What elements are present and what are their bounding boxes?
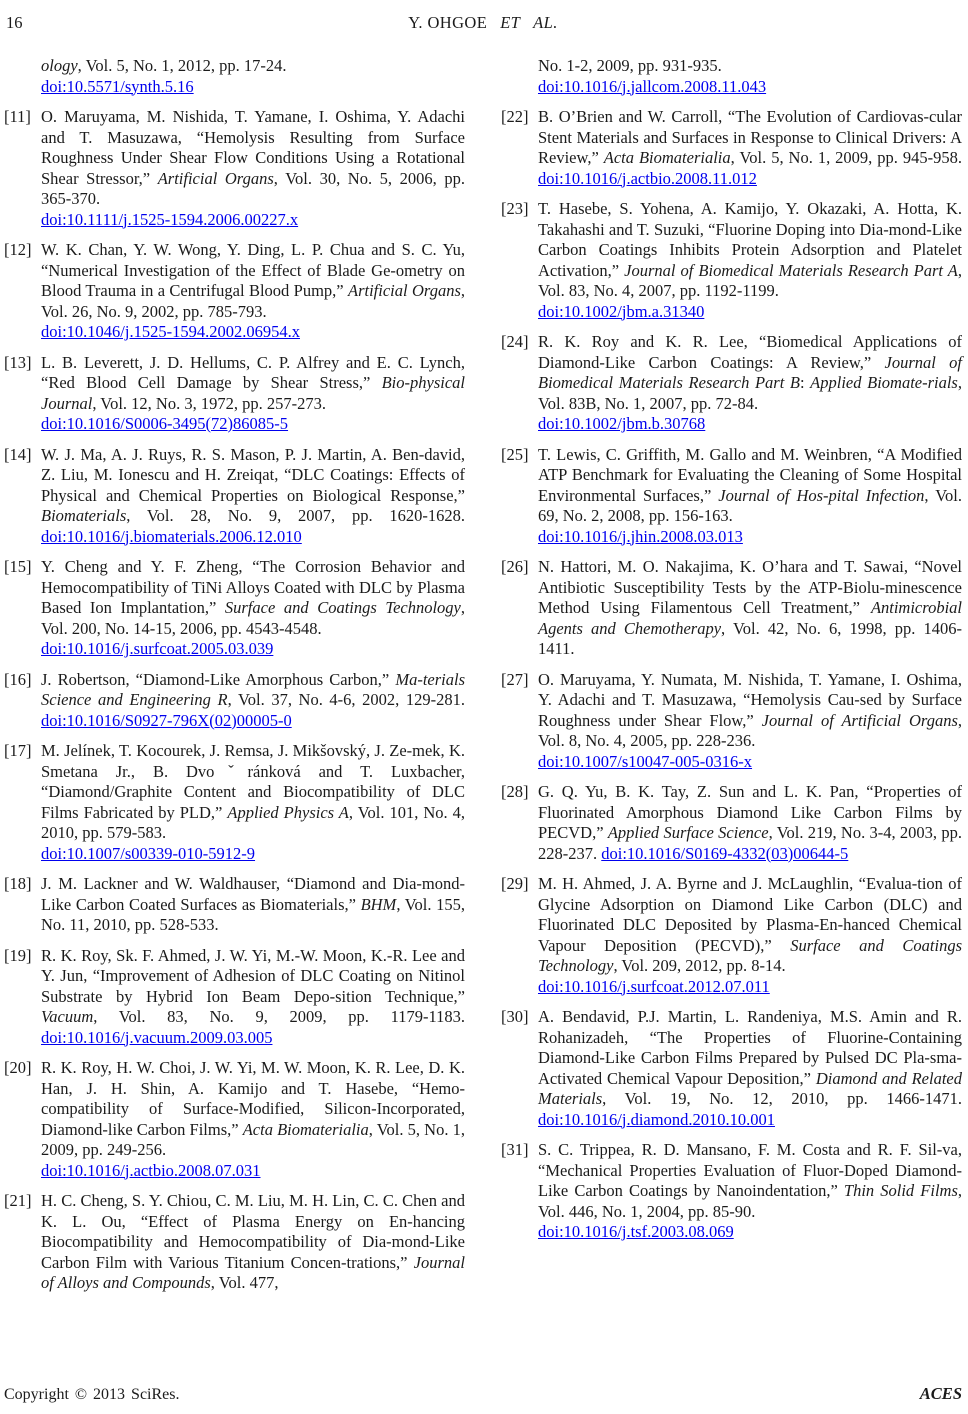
running-head	[4, 12, 962, 33]
reference-text: :	[799, 373, 811, 392]
reference-text: , Vol. 19, No. 12, 2010, pp. 1466-1471.	[602, 1089, 962, 1108]
page-number: 16	[6, 13, 23, 32]
reference-text: , Vol. 12, No. 3, 1972, pp. 257-273.	[92, 393, 326, 413]
doi-link[interactable]: doi:10.1046/j.1525-1594.2002.06954.x	[41, 322, 300, 341]
reference-number: [11]	[4, 107, 31, 126]
doi-link[interactable]: doi:10.1016/j.tsf.2003.08.069	[538, 1222, 734, 1241]
journal-name: Vacuum	[41, 1007, 94, 1026]
reference-continuation	[501, 56, 962, 97]
reference-item	[501, 1007, 962, 1130]
reference-item	[501, 557, 962, 660]
reference-number: [26]	[501, 557, 529, 576]
running-etal: ET AL.	[500, 13, 558, 32]
reference-item	[4, 946, 465, 1049]
reference-item	[4, 874, 465, 936]
doi-link[interactable]: doi:10.1111/j.1525-1594.2006.00227.x	[41, 209, 299, 229]
doi-link[interactable]: doi:10.1016/S0927-796X(02)00005-0	[41, 710, 292, 730]
reference-text: , Vol. 101, No. 4, 2010, pp. 579-583.	[41, 802, 465, 842]
doi-link[interactable]: doi:10.1016/j.surfcoat.2005.03.039	[41, 639, 274, 658]
reference-item	[4, 445, 465, 548]
journal-name: Journal of Biomedical Materials Research Part B	[538, 352, 962, 392]
reference-number: [22]	[501, 107, 529, 126]
reference-number: [19]	[4, 945, 32, 965]
reference-number: [29]	[501, 874, 529, 893]
reference-number: [15]	[4, 557, 32, 576]
references-column-right	[501, 56, 962, 1294]
reference-text: , Vol. 42, No. 6, 1998, pp. 1406-1411.	[538, 618, 962, 658]
doi-link[interactable]: doi:10.1016/j.diamond.2010.10.001	[538, 1109, 775, 1129]
reference-text: G. Q. Yu, B. K. Tay, Z. Sun and L. K. Pan, “Properties of Fluorinated Amorphous Diamond Like Carbon Films by PECVD,”	[538, 782, 962, 842]
reference-text: O. Maruyama, Y. Numata, M. Nishida, T. Yamane, I. Oshima, Y. Adachi and T. Masuzawa, “Hemolysis Cau-sed by Surface Roughness under Shear Flow,”	[538, 669, 962, 730]
journal-name: Artificial Organs	[348, 281, 461, 300]
reference-number: [30]	[501, 1007, 529, 1026]
reference-number: [17]	[4, 741, 32, 760]
journal-name: Journal of Alloys and Compounds	[41, 1252, 465, 1292]
reference-text: , Vol. 30, No. 5, 2006, pp. 365-370.	[41, 168, 465, 208]
reference-text: , Vol. 83B, No. 1, 2007, pp. 72-84.	[538, 373, 962, 413]
reference-text: W. K. Chan, Y. W. Wong, Y. Ding, L. P. Chua and S. C. Yu, “Numerical Investigation of the Effect of Blade Ge-ometry on Blood Trauma in a Centrifugal Blood Pump,”	[41, 240, 465, 300]
reference-text: M. Jelínek, T. Kocourek, J. Remsa, J. Mikšovský, J. Ze-mek, K. Smetana Jr., B. Dvoˇránková and T. Luxbacher, “Diamond/Graphite Content and Biocompatibility of DLC Films Fabricated by PLD,”	[41, 741, 465, 822]
page-header	[4, 12, 962, 33]
reference-text: , Vol. 37, No. 4-6, 2002, 129-281.	[227, 690, 465, 709]
reference-item	[4, 1191, 465, 1294]
journal-name: Applied Biomate-rials	[810, 373, 958, 392]
reference-item	[501, 1140, 962, 1243]
doi-link[interactable]: doi:10.1002/jbm.b.30768	[538, 414, 706, 433]
doi-link[interactable]: doi:10.1016/S0169-4332(03)00644-5	[601, 843, 849, 863]
reference-number: [27]	[501, 669, 529, 689]
journal-name: Journal of Biomedical Materials Research Part A	[624, 260, 958, 280]
reference-item	[501, 874, 962, 997]
reference-text: , Vol. 26, No. 9, 2002, pp. 785-793.	[41, 281, 465, 321]
reference-number: [25]	[501, 444, 529, 464]
reference-text: , Vol. 219, No. 3-4, 2003, pp. 228-237.	[538, 823, 962, 863]
reference-text: , Vol. 477,	[210, 1273, 279, 1292]
copyright-notice: Copyright © 2013 SciRes.	[4, 1386, 180, 1403]
reference-item	[4, 353, 465, 435]
reference-text: O. Maruyama, M. Nishida, T. Yamane, I. Oshima, Y. Adachi and T. Masuzawa, “Hemolysis Resulting from Surface Roughness Under Shear Flow Conditions Using a Rotational Shear Stressor,”	[41, 107, 465, 188]
reference-text: No. 1-2, 2009, pp. 931-935.	[538, 56, 722, 75]
reference-number: [28]	[501, 782, 529, 801]
journal-name: Journal of Hos-pital Infection	[718, 485, 925, 505]
reference-text: , Vol. 209, 2012, pp. 8-14.	[613, 956, 786, 975]
reference-continuation	[4, 56, 465, 97]
journal-name: Ma-terials Science and Engineering R	[41, 669, 465, 709]
doi-link[interactable]: doi:10.1016/j.vacuum.2009.03.005	[41, 1027, 273, 1047]
reference-text: J. Robertson, “Diamond-Like Amorphous Carbon,”	[41, 669, 396, 689]
doi-link[interactable]: doi:10.5571/synth.5.16	[41, 76, 194, 96]
doi-link[interactable]: doi:10.1016/S0006-3495(72)86085-5	[41, 414, 289, 433]
doi-link[interactable]: doi:10.1016/j.surfcoat.2012.07.011	[538, 976, 770, 996]
reference-item	[501, 199, 962, 322]
reference-item	[501, 332, 962, 435]
running-author: Y. OHGOE	[408, 13, 488, 32]
doi-link[interactable]: doi:10.1016/j.biomaterials.2006.12.010	[41, 526, 302, 546]
reference-item	[501, 445, 962, 548]
doi-link[interactable]: doi:10.1007/s10047-005-0316-x	[538, 751, 753, 771]
reference-number: [31]	[501, 1140, 529, 1159]
reference-item	[501, 782, 962, 864]
doi-link[interactable]: doi:10.1016/j.actbio.2008.07.031	[41, 1160, 261, 1180]
reference-text: , Vol. 83, No. 9, 2009, pp. 1179-1183.	[93, 1007, 465, 1026]
reference-text: , Vol. 8, No. 4, 2005, pp. 228-236.	[538, 710, 962, 750]
reference-number: [16]	[4, 669, 32, 689]
references-section	[4, 56, 962, 1294]
page-footer	[4, 1384, 962, 1404]
reference-item	[501, 107, 962, 189]
reference-item	[4, 1058, 465, 1181]
reference-item	[4, 670, 465, 732]
reference-text: , Vol. 28, No. 9, 2007, pp. 1620-1628.	[126, 506, 465, 525]
journal-name: Bio-physical Journal	[41, 373, 465, 413]
reference-text: R. K. Roy and K. R. Lee, “Biomedical Applications of Diamond-Like Carbon Coatings: A Review,”	[538, 332, 962, 372]
reference-text: S. C. Trippea, R. D. Mansano, F. M. Costa and R. F. Sil-va, “Mechanical Properties Evaluation of Fluor-Doped Diamond-Like Carbon Coatings by Nanoindentation,”	[538, 1140, 962, 1200]
doi-link[interactable]: doi:10.1016/j.actbio.2008.11.012	[538, 168, 757, 188]
reference-text: N. Hattori, M. O. Nakajima, K. O’hara and T. Sawai, “Novel Antibiotic Susceptibility Tests by the ATP-Biolu-minescence Method Using Filamentous Cell Treatment,”	[538, 557, 962, 617]
reference-text: T. Lewis, C. Griffith, M. Gallo and M. Weinbren, “A Modified ATP Benchmark for Evaluating the Cleaning of Some Hospital Environmental Surfaces,”	[538, 444, 962, 505]
journal-name: Journal of Artificial Organs	[761, 710, 958, 730]
reference-text: Y. Cheng and Y. F. Zheng, “The Corrosion Behavior and Hemocompatibility of TiNi Alloys Coated with DLC by Plasma Based Ion Implantation,”	[41, 557, 465, 617]
reference-number: [18]	[4, 874, 32, 893]
reference-text: M. H. Ahmed, J. A. Byrne and J. McLaughlin, “Evalua-tion of Glycine Adsorption on Diamond Like Carbon (DLC) and Fluorinated DLC Deposited by Plasma-En-hanced Chemical Vapour Deposition (PECVD),”	[538, 874, 962, 955]
reference-item	[4, 107, 465, 230]
journal-name: Biomaterials	[41, 506, 127, 525]
reference-text: A. Bendavid, P.J. Martin, L. Randeniya, M.S. Amin and R. Rohanizadeh, “The Properties of Fluorine-Containing Diamond-Like Carbon Films Prepared by Pulsed DC Pla-sma-Activated Chemical Vapour Deposition,”	[538, 1007, 962, 1088]
reference-text: , Vol. 446, No. 1, 2004, pp. 85-90.	[538, 1181, 962, 1221]
reference-text: L. B. Leverett, J. D. Hellums, C. P. Alfrey and E. C. Lynch, “Red Blood Cell Damage by Shear Stress,”	[41, 352, 465, 392]
journal-name: Acta Biomaterialia	[603, 148, 731, 167]
reference-text: , Vol. 200, No. 14-15, 2006, pp. 4543-4548.	[41, 598, 465, 638]
reference-text: R. K. Roy, H. W. Choi, J. W. Yi, M. W. Moon, K. R. Lee, D. K. Han, J. H. Shin, A. Kamijo and T. Hasebe, “Hemo-compatibility of Surface-Modified, Silicon-Incorporated, Diamond-like Carbon Films,”	[41, 1058, 465, 1139]
reference-number: [13]	[4, 352, 32, 372]
journal-name: Surface and Coatings Technology	[538, 935, 962, 975]
doi-link[interactable]: doi:10.1007/s00339-010-5912-9	[41, 843, 256, 863]
references-column-left	[4, 56, 465, 1294]
doi-link[interactable]: doi:10.1016/j.jhin.2008.03.013	[538, 526, 743, 546]
doi-link[interactable]: doi:10.1016/j.jallcom.2008.11.043	[538, 76, 767, 96]
reference-text: , Vol. 69, No. 2, 2008, pp. 156-163.	[538, 485, 962, 525]
doi-link[interactable]: doi:10.1002/jbm.a.31340	[538, 301, 705, 321]
reference-text: , Vol. 5, No. 1, 2009, pp. 945-958.	[730, 148, 962, 167]
reference-text: H. C. Cheng, S. Y. Chiou, C. M. Liu, M. H. Lin, C. C. Chen and K. L. Ou, “Effect of Plasma Energy on En-hancing Biocompatibility and Hemocompatibility of Dia-mond-Like Carbon Film with Various Titanium Concen-trations,”	[41, 1191, 465, 1272]
reference-number: [21]	[4, 1191, 32, 1210]
reference-text: , Vol. 5, No. 1, 2012, pp. 17-24.	[77, 56, 287, 75]
journal-name: Surface and Coatings Technology	[224, 598, 461, 617]
journal-name: Diamond and Related Materials	[538, 1068, 963, 1108]
reference-item	[501, 670, 962, 773]
reference-item	[4, 240, 465, 343]
reference-number: [12]	[4, 240, 32, 259]
reference-item	[4, 741, 465, 864]
journal-name: Applied Physics A	[227, 802, 349, 822]
reference-text: R. K. Roy, Sk. F. Ahmed, J. W. Yi, M.-W. Moon, K.-R. Lee and Y. Jun, “Improvement of Adhesion of DLC Coating on Nitinol Substrate by Hybrid Ion Beam Depo-sition Technique,”	[41, 945, 465, 1006]
journal-name: ology	[41, 56, 78, 75]
journal-name: Thin Solid Films	[843, 1181, 958, 1200]
journal-name: Applied Surface Science	[607, 823, 769, 842]
reference-number: [23]	[501, 199, 529, 218]
reference-text: , Vol. 155, No. 11, 2010, pp. 528-533.	[41, 894, 465, 934]
reference-item	[4, 557, 465, 660]
reference-text: , Vol. 5, No. 1, 2009, pp. 249-256.	[41, 1119, 465, 1159]
reference-number: [14]	[4, 444, 32, 464]
reference-number: [20]	[4, 1058, 32, 1077]
journal-name: BHM	[360, 894, 397, 914]
journal-name: Antimicrobial Agents and Chemotherapy	[538, 598, 962, 638]
reference-text: B. O’Brien and W. Carroll, “The Evolution of Cardiovas-cular Stent Materials and Surfaces in Response to Clinical Drivers: A Review,”	[538, 107, 962, 167]
reference-text: W. J. Ma, A. J. Ruys, R. S. Mason, P. J. Martin, A. Ben-david, Z. Liu, M. Ionescu and H. Zreiqat, “DLC Coatings: Effects of Physical and Chemical Properties on Biological Response,”	[41, 444, 465, 505]
reference-text: , Vol. 83, No. 4, 2007, pp. 1192-1199.	[538, 260, 962, 300]
journal-name: Acta Biomaterialia	[242, 1119, 369, 1139]
journal-name: Artificial Organs	[157, 168, 274, 188]
reference-number: [24]	[501, 332, 529, 351]
reference-text: J. M. Lackner and W. Waldhauser, “Diamond and Dia-mond-Like Carbon Coated Surfaces as Biomaterials,”	[41, 874, 465, 914]
reference-text: T. Hasebe, S. Yohena, A. Kamijo, Y. Okazaki, A. Hotta, K. Takahashi and T. Suzuki, “Fluorine Doping into Dia-mond-Like Carbon Coatings Inhibits Protein Adsorption and Platelet Activation,”	[538, 199, 962, 280]
journal-abbreviation: ACES	[919, 1384, 962, 1403]
